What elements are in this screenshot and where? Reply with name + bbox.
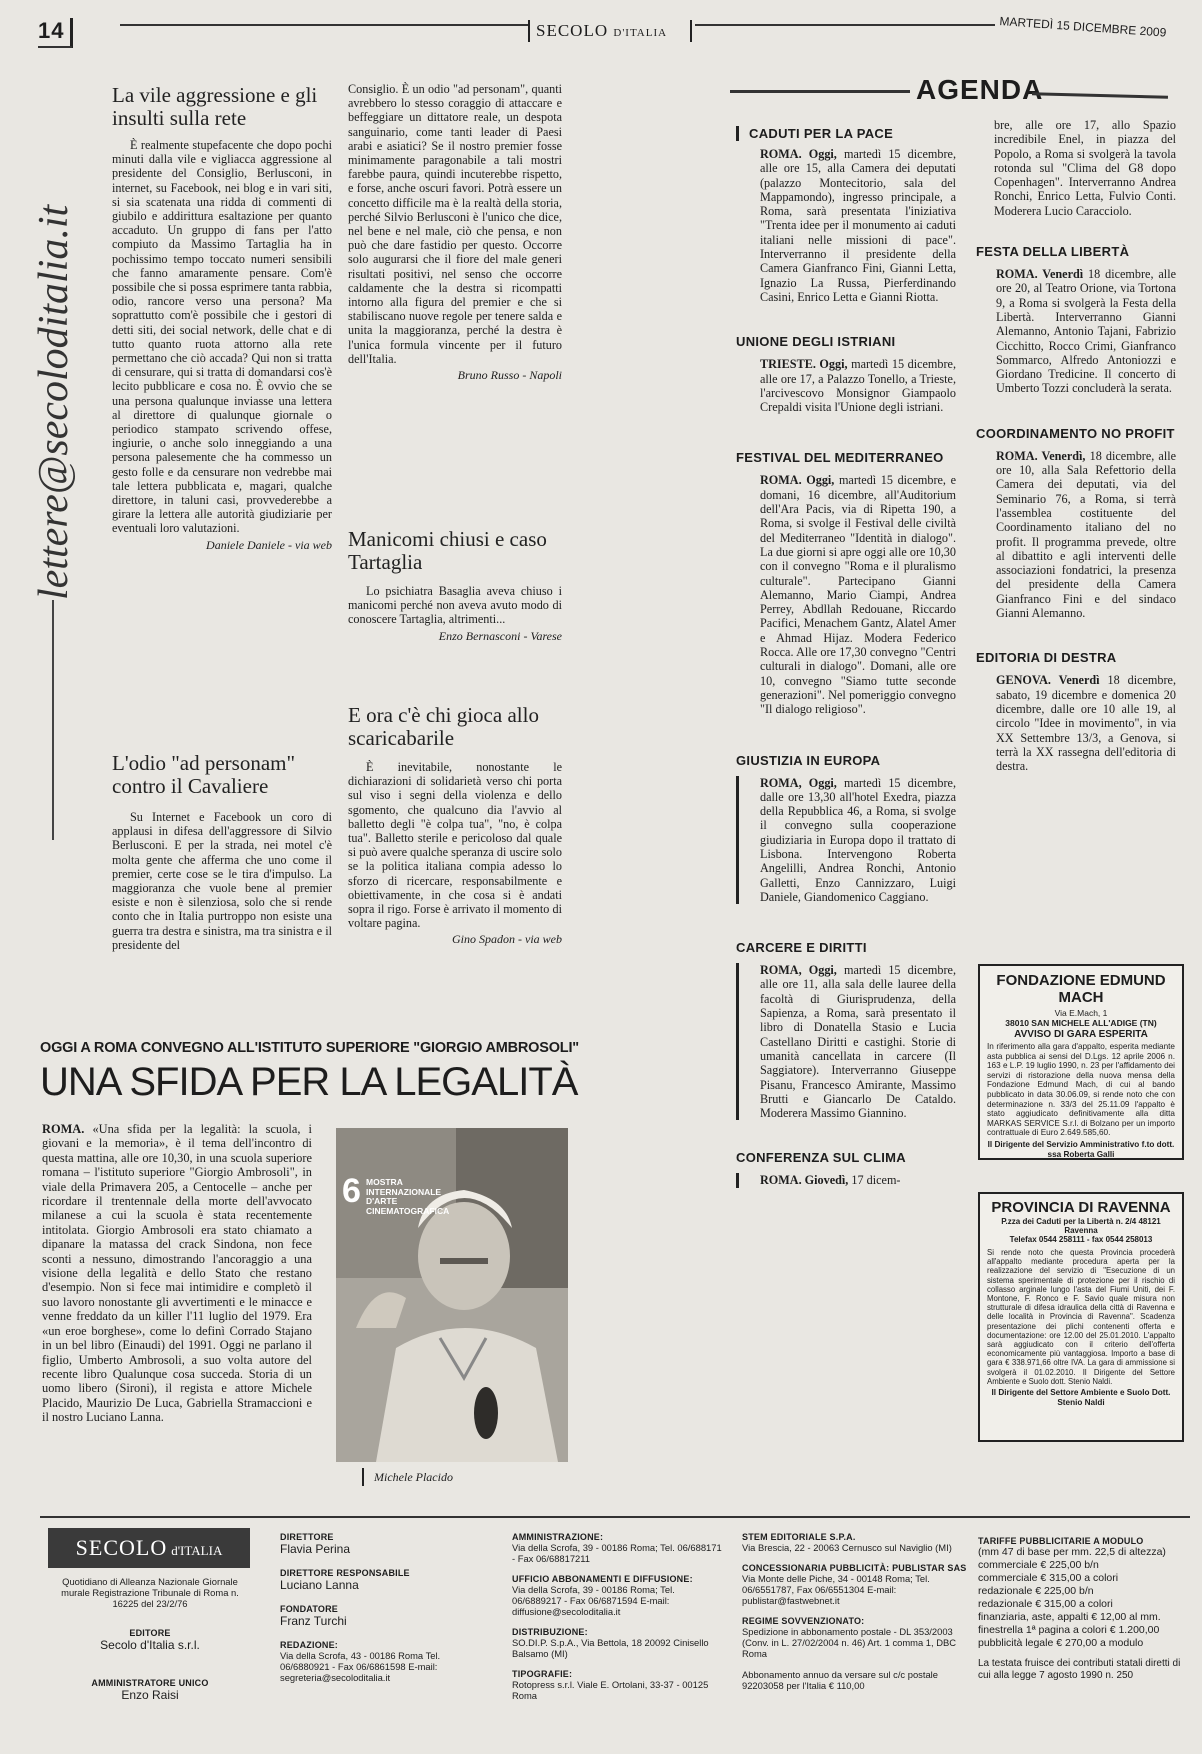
agenda-item-lead: TRIESTE. Oggi,: [760, 357, 848, 372]
agenda-item-lead: ROMA, Oggi,: [760, 775, 837, 790]
letter-1-continued: [348, 82, 562, 383]
footer-stem-label: STEM EDITORIALE S.P.A.: [742, 1532, 856, 1542]
agenda-item-body: [736, 473, 956, 716]
agenda-item-lead: ROMA. Venerdì: [996, 267, 1084, 282]
photo-banner-number: 6: [342, 1172, 361, 1210]
footer-redazione-label: REDAZIONE:: [280, 1640, 338, 1650]
ad-mach-address-2: 38010 SAN MICHELE ALL'ADIGE (TN): [1005, 1018, 1157, 1028]
footer-tariffe-line: (mm 47 di base per mm. 22,5 di altezza): [978, 1546, 1166, 1558]
letters-email: lettere@secoloditalia.it: [31, 204, 77, 600]
agenda-item-lead: ROMA. Venerdì,: [996, 448, 1086, 463]
footer-redazione: Via della Scrofa, 43 - 00186 Roma Tel. 06/6880921 - Fax 06/6861598 E-mail: segreteria@secoloditalia.it: [280, 1650, 441, 1683]
agenda-item-body: [976, 673, 1176, 773]
ad-mach-title: FONDAZIONE EDMUND MACH: [996, 972, 1166, 1006]
ad-mach-address-1: Via E.Mach, 1: [1054, 1008, 1108, 1018]
agenda-right-continuation: bre, alle ore 17, allo Spazio incredibile Enel, in piazza del Popolo, a Roma si svolgerà la tavola rotonda sul "Clima del G8 dopo Copenhagen". Interverranno Andrea Ronchi, Enrico Letta, Fulvio Conti. Moderera Lucio Caracciolo.: [994, 118, 1176, 218]
footer-dir-resp-label: DIRETTORE RESPONSABILE: [280, 1568, 410, 1578]
footer-tipografie-label: TIPOGRAFIE:: [512, 1669, 573, 1679]
feature-body: «Una sfida per la legalità: la scuola, i giovani e la memoria», è il tema dell'incontro di questa mattina, alle ore 10,30, in una scuola superiore romana – l'istituto superiore "Giorgio Ambrosoli", in viale della Primavera 205, a Centocelle – anche per ricordare il trentennale della morte dell'avvocato milanese a cui la scuola è stata recentemente intitolata. Giorgio Ambrosoli era stato chiamato a dipanare la matassa del crack Sindona, non fece sconti a nessuno, dimostrando l'ancoraggio a una visione della legalità e dello Stato che restano d'esempio. Non si fece mai intimidire e completò il suo lavoro nonostante gli avvertimenti e le minacce e venne freddato da un killer l'11 luglio del 1979. Era «un eroe borghese», come lo definì Corrado Stajano in un bel libro (Einaudi) del 1991. Oggi ne parlano il figlio, Umberto Ambrosoli, a suo volta autore del recente libro Qualunque cosa succeda. Storia di un uomo libero (Sironi), il regista e attore Michele Placido, Maurizio De Luca, Gabriella Stramaccioni e il nostro Luciano Lanna.: [42, 1122, 312, 1425]
feature-body-para: [42, 1122, 312, 1425]
footer-direttore: Flavia Perina: [280, 1542, 351, 1556]
agenda-item-text: martedì 15 dicembre, e domani, 16 dicembre, all'Auditorium dell'Ara Pacis, via di Ripetta 190, a Roma, si svolge il Festival delle civiltà del Mediterraneo "Identità in dialogo". La due giorni si apre oggi alle ore 10,30 con il convegno "Roma e il pluralismo culturale". Partecipano Gianni Alemanno, Mario Ciampi, Andrea Perrey, Abdllah Redouane, Riccardo Pacifici, Menachem Gantz, Alatel Amer e Ahmad Hijaz. Modera Federico Rocca. Alle ore 17,30 convegno "Centri culturali in dialogo". Domani, alle ore 10, convegno "Siamo tutte seconde generazioni". Nel pomeriggio convegno "Il dialogo religioso".: [760, 473, 956, 717]
agenda-item-text: 17 dicem-: [851, 1173, 901, 1188]
footer-editore-value: Secolo d'Italia s.r.l.: [100, 1638, 200, 1652]
letter-3-body: Lo psichiatra Basaglia aveva chiuso i manicomi perché non aveva avuto modo di conoscere Tartaglia, altrimenti...: [348, 584, 562, 627]
footer-stem: Via Brescia, 22 - 20063 Cernusco sul Naviglio (MI): [742, 1542, 952, 1553]
footer-logo: [48, 1528, 250, 1568]
agenda-item: [736, 1150, 956, 1187]
letter-2: [112, 752, 332, 952]
letter-1-body-wrap: [112, 138, 332, 536]
feature-dateline: ROMA.: [42, 1122, 85, 1136]
masthead: [536, 21, 667, 41]
ad-fondazione-mach: [978, 964, 1184, 1160]
footer-uffici: Via della Scrofa, 39 - 00186 Roma; Tel. 06/6889217 - Fax 06/6871594 E-mail: diffusione@secoloditalia.it: [512, 1584, 675, 1617]
ad-ravenna-tel: Telefax 0544 258111 - fax 0544 258013: [1009, 1235, 1153, 1244]
issue-date: MARTEDÌ 15 DICEMBRE 2009: [999, 14, 1167, 40]
agenda-item-text: martedì 15 dicembre, dalle ore 13,30 all'hotel Exedra, piazza della Repubblica 46, a Roma, si svolge il convegno sulla cooperazione giudiziaria in Europa dopo il trattato di Lisbona. Intervengono Roberta Angelilli, Andrea Ronchi, Antonio Galletti, Enzo Cannizzaro, Luigi Daniele, Giandomenico Caggiano.: [760, 775, 957, 904]
letter-1-body-cont: Consiglio. È un odio "ad personam", quanti avrebbero lo stesso coraggio di attaccare e beffeggiare un dittatore reale, un despota sanguinario, come tanti leader di Paesi arabi e asiatici? Se il nostro premier fosse minimamente paragonabile a tali mostri farebbe paura, quindi incuterebbe rispetto, e forse, anche oscuri favori. Potrà essere un concetto difficile ma è la realtà della storia, perché Silvio Berlusconi è l'unico che dice, nel bene e nel male, ciò che pensa, e non può che dare fastidio per questo. Occorre solo augurarsi che il fiore del male generi risultati positivi, nel senso che occorre caldamente che la destra si ricompatti intorno alla figura del premier e che si stabiliscano nuove regole per tenere salda e unita la maggioranza, perché la destra è l'unica formula vincente per il futuro dell'Italia.: [348, 82, 562, 366]
agenda-item: [736, 334, 956, 414]
page-number-bar: [70, 18, 73, 48]
agenda-item-text: 18 dicembre, alle ore 10, alla Sala Refettorio della Camera dei deputati, via del Seminario 76, a Roma, si terrà l'assemblea costituente del Coordinamento italiano del no profit. Il programma prevede, oltre al dibattito e agli interventi delle associazioni fondatrici, la presenza del presidente della Camera Gianfranco Fini e del sindaco Gianni Alemanno.: [996, 448, 1177, 621]
agenda-item-heading: COORDINAMENTO NO PROFIT: [976, 425, 1175, 441]
agenda-item-heading: FESTIVAL DEL MEDITERRANEO: [736, 450, 944, 466]
letter-4-signature: Gino Spadon - via web: [452, 932, 562, 947]
letter-4-title: E ora c'è chi gioca allo scaricabarile: [348, 703, 539, 750]
feature-headline: UNA SFIDA PER LA LEGALITÀ: [40, 1060, 578, 1104]
agenda-item-text: martedì 15 dicembre, alle ore 11, alla sala delle lauree della facoltà di Giurisprudenza, della Sapienza, a Roma, sarà presentato il libro di Donatella Stasio e Lucia Castellano Diritti e castighi. Storie di umanità cancellata in carcere (Il Saggiatore). Interverranno Giuseppe Pisanu, Francesco Amirante, Massimo Brutti e Giancarlo De Cataldo. Moderera Massimo Giannino.: [760, 963, 957, 1121]
agenda-item-body: [736, 776, 956, 905]
footer-distribuzione: SO.DI.P. S.p.A., Via Bettola, 18 20092 Cinisello Balsamo (MI): [512, 1637, 709, 1659]
footer-tariffe-label: TARIFFE PUBBLICITARIE A MODULO: [978, 1536, 1144, 1546]
agenda-item-text: 18 dicembre, alle ore 20, al Teatro Orione, via Tortona 9, a Roma si svolgerà la Festa della Libertà. Interverranno Gianni Alemanno, Antonio Tajani, Fabrizio Cicchitto, Rocco Crimi, Gianfranco Sommarco, Alfredo Antoniozzi e Giordano Tredicine. Il concerto di Umberto Tozzi concluderà la serata.: [996, 267, 1176, 396]
ad-mach-notice: AVVISO DI GARA ESPERITA: [1014, 1029, 1148, 1040]
masthead-suffix: D'ITALIA: [613, 27, 668, 39]
agenda-item: [736, 126, 956, 304]
header-rule-long: [120, 24, 530, 26]
photo-banner-text: MOSTRA INTERNAZIONALE D'ARTE CINEMATOGRAFICA: [366, 1177, 450, 1216]
caption-bar: [362, 1468, 364, 1486]
letter-3: [348, 528, 562, 644]
agenda-item-heading: CONFERENZA SUL CLIMA: [736, 1150, 906, 1166]
agenda-item-text: martedì 15 dicembre, alle ore 17, a Palazzo Tonello, a Trieste, l'arcivescovo Monsignor Giampaolo Crepaldi visita l'Unione degli istriani.: [760, 357, 956, 415]
page-header: [0, 0, 1202, 60]
footer-regime-label: REGIME SOVVENZIONATO:: [742, 1616, 865, 1626]
agenda-item-lead: ROMA, Oggi,: [760, 963, 837, 978]
footer-amm-unico-value: Enzo Raisi: [121, 1688, 179, 1702]
footer-printing: [742, 1532, 982, 1691]
agenda-item-lead: ROMA. Oggi,: [760, 147, 837, 161]
ad-ravenna-sign: Il Dirigente del Settore Ambiente e Suolo Dott. Stenio Naldi: [991, 1388, 1171, 1407]
agenda-item-text: 18 dicembre, sabato, 19 dicembre e domenica 20 dicembre, dalle ore 10 alle 19, al circolo "Idee in movimento", in via XX Settembre 13/3, a Genova, si terrà la XX rassegna dell'editoria di destra.: [996, 673, 1176, 774]
letter-1: [112, 84, 332, 553]
letter-2-body-wrap: [112, 810, 332, 952]
letter-1-cont-wrap: [348, 82, 562, 366]
agenda-item: [976, 426, 1176, 621]
footer-tariffe-line: redazionale € 225,00 b/n: [978, 1585, 1094, 1597]
agenda-item: [976, 244, 1176, 396]
footer-tariffe-line: redazionale € 315,00 a colori: [978, 1598, 1113, 1610]
footer-abbonamento: Abbonamento annuo da versare sul c/c postale 92203058 per l'Italia € 110,00: [742, 1669, 938, 1691]
page-number: 14: [38, 18, 65, 43]
colophon: [40, 1516, 1190, 1736]
footer-distribuzione-label: DISTRIBUZIONE:: [512, 1627, 588, 1637]
footer-tariffe-line: finestrella 1ª pagina a colori € 1.200,00: [978, 1624, 1160, 1636]
footer-fondatore: Franz Turchi: [280, 1614, 347, 1628]
agenda-item-heading: CADUTI PER LA PACE: [736, 126, 956, 141]
ad-ravenna-title: PROVINCIA DI RAVENNA: [991, 1199, 1171, 1216]
letter-4-body: È inevitabile, nonostante le dichiarazioni di solidarietà verso chi porta sul viso i segni della violenza e dello sgomento, che qualcuno dia l'avvio al balletto degli "è colpa tua", "no, è colpa tua". Balletto sterile e pericoloso dal quale si può avere qualche speranza di uscire solo se la politica italiana compia adesso lo sforzo di ricercare, responsabilmente e obiettivamente, in che cosa si è andati sopra il rigo. Forse è arrivato il momento di voltare pagina.: [348, 760, 562, 931]
feature-kicker: OGGI A ROMA CONVEGNO ALL'ISTITUTO SUPERIORE "GIORGIO AMBROSOLI": [40, 1040, 579, 1056]
footer-tariffe-line: commerciale € 225,00 b/n: [978, 1559, 1099, 1571]
agenda-item-heading: FESTA DELLA LIBERTÀ: [976, 244, 1130, 260]
letters-email-banner: [30, 80, 77, 600]
footer-amministrazione: Via della Scrofa, 39 - 00186 Roma; Tel. 06/688171 - Fax 06/68817211: [512, 1542, 722, 1564]
agenda-item-lead: GENOVA. Venerdì: [996, 673, 1100, 688]
agenda-item: [736, 450, 956, 716]
agenda-title: AGENDA: [916, 74, 1044, 105]
agenda-item-heading: EDITORIA DI DESTRA: [976, 650, 1117, 666]
letter-3-signature: Enzo Bernasconi - Varese: [438, 628, 562, 643]
ad-provincia-ravenna: [978, 1192, 1184, 1442]
header-rule: [38, 46, 72, 48]
agenda-header: [730, 72, 1170, 112]
side-banner-rule: [52, 600, 54, 840]
footer-tariffe-line: commerciale € 315,00 a colori: [978, 1572, 1119, 1584]
letter-1-body: È realmente stupefacente che dopo pochi minuti dalla vile e vigliacca aggressione al presidente del Consiglio, Berlusconi, in internet, su Facebook, nei blog e in vari siti, si sia scatenata una ridda di commenti di giubilo e addirittura esaltazione per quanto accaduto. Un gruppo di fans per l'atto compiuto da Massimo Tartaglia ha in pochissimo tempo toccato numeri sensibili che fanno amaramente pensare. Com'è possibile che si possa esprimere tanta rabbia, odio, rancore verso una persona? Ma soprattutto com'è possibile che i gestori di detti siti, dei social network, delle chat e di tutto quanto ruota attorno alla rete permettano che ciò accada? Qui non si tratta di censurare, qui si tratta di domandarsi cos'è lecito pubblicare e cosa no. È ovvio che se una persona qualunque inviasse una lettera al direttore di qualunque giornale o periodico stampato scrivendo offese, ingiurie, o anche solo inneggiando a una persona palesemente che ha commesso un gesto folle e da censurare non vedrebbe mai tale lettera pubblicata e, magari, qualche direttore, in taluni casi, provvederebbe a girare la lettera alle autorità giudiziarie per eventuali loro valutazioni.: [112, 138, 332, 536]
feature-photo: [336, 1128, 568, 1462]
ad-mach-body: In riferimento alla gara d'appalto, esperita mediante asta pubblica ai sensi del D.Lgs. 12 aprile 2006 n. 163 e L.P. 19 luglio 1990, n. 23 per l'affidamento dei servizi di ristorazione della nuova mensa della Fondazione Edmund Mach, di cui al bando pubblicato in data 30.06.09, si rende noto che con determinazione n. 33/3 del 25.11.09 l'appalto è stato aggiudicato definitivamente alla ditta MARKAS SERVICE S.r.l. di Bolzano per un importo contrattuale di Euro 2.649.585,60.: [987, 1042, 1175, 1138]
footer-logo-suffix: d'ITALIA: [171, 1543, 223, 1558]
ad-ravenna-body: Si rende noto che questa Provincia procederà all'appalto mediante procedura aperta per la realizzazione del servizio di "Esecuzione di un sistema sperimentale di protezione per il rischio di collasso arginale lungo l'asta del Fiumi Uniti, dei F. Montone, F. Ronco e F. Savio quale misura non strutturale di difesa idraulica della città di Ravenna e delle località in Provincia di Ravenna". Scadenza presentazione dei plichi contenenti offerta e documentazione: ore 12.00 del 25.01.2010. L'appalto sarà aggiudicato con il criterio dell'offerta economicamente più vantaggiosa. Importo a base di gara € 338.971,66 oltre IVA. La gara di ammissione si svolgerà il 01.02.2010. Il Dirigente del Settore Ambiente e Suolo dott. Stenio Naldi.: [987, 1248, 1175, 1386]
agenda-item-body: [736, 357, 956, 414]
masthead-name: SECOLO: [536, 21, 609, 40]
agenda-item: [976, 650, 1176, 773]
feature-photo-caption: Michele Placido: [374, 1470, 453, 1484]
footer-concessionaria-label: CONCESSIONARIA PUBBLICITÀ: PUBLISTAR SAS: [742, 1563, 967, 1573]
footer-fondatore-label: FONDATORE: [280, 1604, 338, 1614]
agenda-item-body: [976, 449, 1176, 621]
footer-administration: [512, 1532, 722, 1701]
letter-1-title: La vile aggressione e gli insulti sulla rete: [112, 83, 318, 130]
footer-tariffe: [978, 1536, 1192, 1682]
feature-body-wrap: [42, 1122, 312, 1425]
footer-regime: Spedizione in abbonamento postale - DL 353/2003 (Conv. in L. 27/02/2004 n. 46) Art. 1 comma 1, DBC Roma: [742, 1626, 956, 1659]
agenda-column-left: [736, 126, 956, 1188]
footer-amm-unico-label: AMMINISTRATORE UNICO: [91, 1678, 209, 1688]
letter-2-body: Su Internet e Facebook un coro di applausi in difesa dell'aggressore di Silvio Berlusconi. E per la strada, nei motel c'è molta gente che afferma che uno come il premier, certe cose se le tira d'impulso. La maggioranza che vuole bene al premier esiste e non è silenziosa, solo che si rende conto che in Italia purtroppo non esiste una guerra tra destra e sinistra, ma tra sinistra e il presidente del: [112, 810, 332, 952]
agenda-item: [736, 940, 956, 1120]
agenda-item-heading: GIUSTIZIA IN EUROPA: [736, 752, 881, 768]
agenda-item-lead: ROMA. Giovedì,: [760, 1173, 849, 1188]
agenda-item: [736, 753, 956, 905]
feature-article: [40, 1040, 579, 1500]
letter-3-title: Manicomi chiusi e caso Tartaglia: [348, 527, 547, 574]
ad-ravenna-address: P.zza dei Caduti per la Libertà n. 2/4 48121 Ravenna: [1001, 1217, 1161, 1235]
footer-tariffe-line: pubblicità legale € 270,00 a modulo: [978, 1637, 1144, 1649]
footer-logo-name: SECOLO: [75, 1535, 168, 1560]
footer-concessionaria: Via Monte delle Piche, 34 - 00148 Roma; Tel. 06/6551787, Fax 06/6551304 E-mail: publistar@fastwebnet.it: [742, 1573, 930, 1606]
footer-tariffe-line: finanziaria, aste, appalti € 12,00 al mm.: [978, 1611, 1161, 1623]
letter-2-title: L'odio "ad personam" contro il Cavaliere: [112, 751, 296, 798]
footer-direttore-label: DIRETTORE: [280, 1532, 334, 1542]
agenda-item-heading: CARCERE E DIRITTI: [736, 940, 867, 956]
footer-tipografie: Rotopress s.r.l. Viale E. Ortolani, 33-37 - 00125 Roma: [512, 1679, 709, 1701]
footer-editore-label: EDITORE: [129, 1628, 171, 1638]
footer-direction: [280, 1532, 520, 1683]
agenda-item-body: [736, 147, 956, 304]
agenda-item-body: [736, 1173, 956, 1187]
agenda-item-body: [736, 963, 956, 1120]
masthead-bar-right: [690, 20, 692, 42]
masthead-bar-left: [528, 20, 530, 42]
letter-3-body-wrap: [348, 584, 562, 627]
ad-mach-sign: Il Dirigente del Servizio Amministrativo f.to dott. ssa Roberta Galli: [987, 1139, 1175, 1159]
footer-uffici-label: UFFICIO ABBONAMENTI E DIFFUSIONE:: [512, 1574, 693, 1584]
letter-4: [348, 704, 562, 947]
letter-1-signature: Daniele Daniele - via web: [206, 537, 332, 552]
footer-amm-unico: [52, 1678, 248, 1702]
footer-subtitle: Quotidiano di Alleanza Nazionale Giornale murale Registrazione Tribunale di Roma n. 16225 del 23/2/76: [61, 1576, 239, 1609]
agenda-rule-right: [1032, 92, 1168, 99]
footer-editore: [52, 1628, 248, 1652]
footer-contributi: La testata fruisce dei contributi statali diretti di cui alla legge 7 agosto 1990 n. 250: [978, 1658, 1181, 1681]
footer-amministrazione-label: AMMINISTRAZIONE:: [512, 1532, 604, 1542]
agenda-column-right: [976, 118, 1176, 773]
letter-1-signature-2: Bruno Russo - Napoli: [457, 368, 562, 383]
letter-4-body-wrap: [348, 760, 562, 930]
agenda-item-body: [976, 267, 1176, 396]
agenda-item-heading: UNIONE DEGLI ISTRIANI: [736, 334, 896, 350]
agenda-rule-left: [730, 90, 910, 93]
agenda-item-lead: ROMA. Oggi,: [760, 473, 835, 488]
agenda-item-text: martedì 15 dicembre, alle ore 15, alla Camera dei deputati (palazzo Montecitorio, sala del Mappamondo), ingresso principale, a Roma, sarà presentata l'iniziativa "Trenta idee per il monumento ai caduti italiani nelle missioni di pace". Interverranno il presidente della Camera Gianfranco Fini, Gianni Letta, Ignazio La Russa, Pierferdinando Casini, Enrico Letta e Gianni Riotta.: [760, 147, 957, 304]
footer-dir-resp: Luciano Lanna: [280, 1578, 359, 1592]
header-rule-right: [695, 24, 995, 26]
